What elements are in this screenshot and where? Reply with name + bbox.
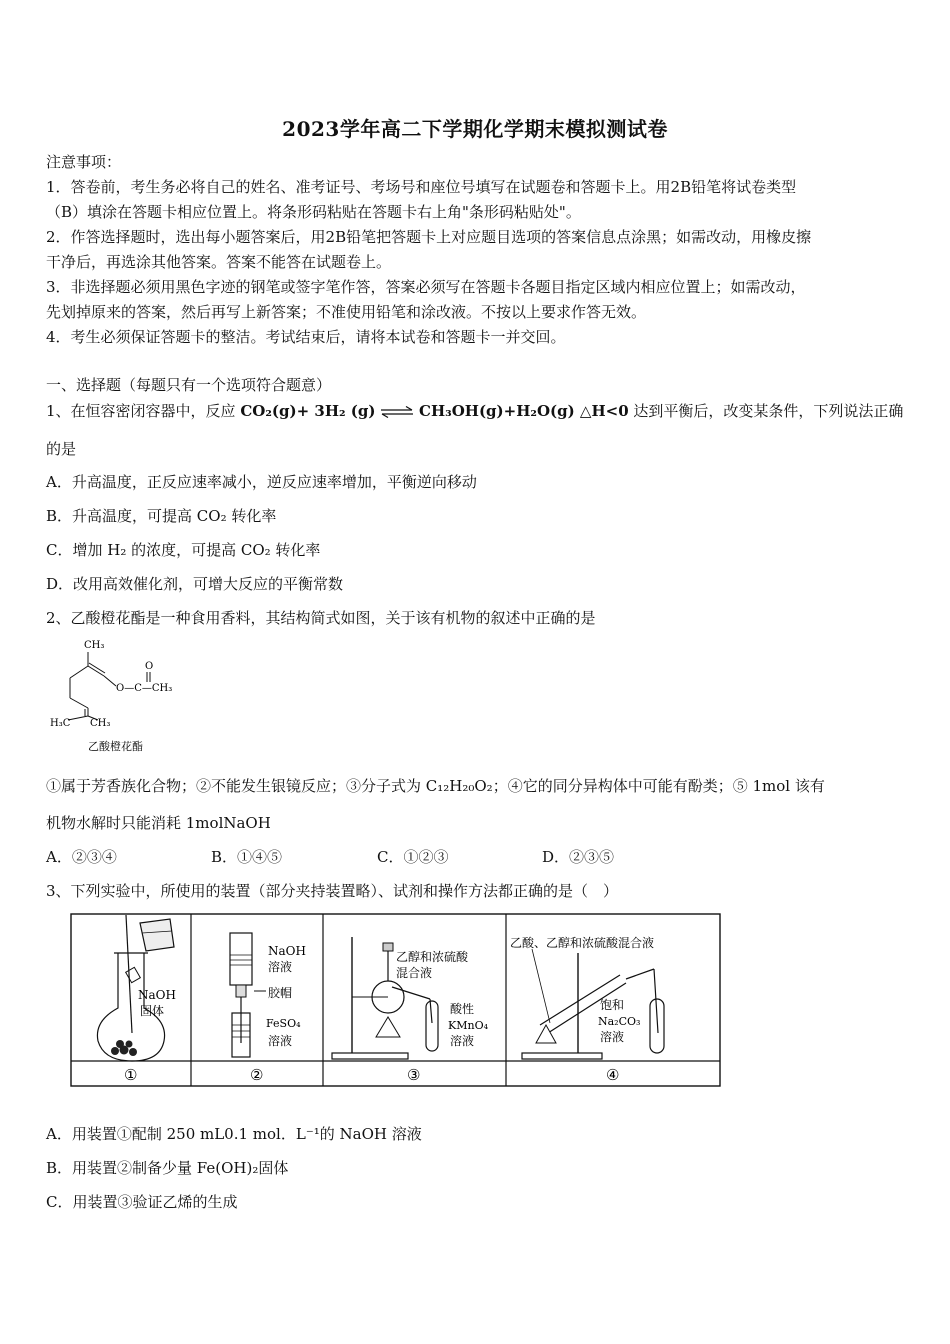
q1-stem-b: 达到平衡后，改变某条件，下列说法正确: [628, 402, 904, 420]
struct-ch3-bottom: CH₃: [90, 718, 111, 729]
q2-stem: 2、乙酸橙花酯是一种食用香料，其结构简式如图，关于该有机物的叙述中正确的是: [46, 609, 596, 627]
fig4-label-2: 饱和: [600, 998, 625, 1012]
notice-item-4: 4．考生必须保证答题卡的整洁。考试结束后，请将本试卷和答题卡一并交回。: [46, 328, 566, 346]
q1-reaction-right: CH₃OH(g)+H₂O(g) △H<0: [419, 402, 629, 420]
struct-caption: 乙酸橙花酯: [88, 740, 143, 753]
cell-3-label: ③: [407, 1066, 421, 1084]
notice-item-3-line-1: 3．非选择题必须用黑色字迹的钢笔或签字笔作答，答案必须写在答题卡各题目指定区域内相应位置上；如需改动，: [46, 278, 806, 296]
cell-4-label: ④: [606, 1066, 620, 1084]
q3-option-c: C．用装置③验证乙烯的生成: [46, 1193, 238, 1211]
q3-option-b: B．用装置②制备少量 Fe(OH)₂固体: [46, 1159, 289, 1177]
q2-option-b: B．①④⑤: [211, 848, 283, 866]
fig2-label-1: NaOH: [268, 944, 306, 958]
notice-item-1-line-1: 1．答卷前，考生务必将自己的姓名、准考证号、考场号和座位号填写在试题卷和答题卡上。用2B铅笔将试卷类型: [46, 178, 797, 196]
apparatus-4: [510, 935, 664, 1059]
struct-o: O: [145, 661, 154, 672]
apparatus-1: [97, 915, 176, 1061]
q1-option-a: A．升高温度，正反应速率减小，逆反应速率增加，平衡逆向移动: [46, 473, 477, 491]
fig2-label-2: 溶液: [268, 960, 293, 974]
notice-heading: 注意事项：: [46, 153, 122, 171]
fig3-label-3: 酸性: [450, 1002, 475, 1016]
notice-item-2-line-1: 2．作答选择题时，选出每小题答案后，用2B铅笔把答题卡上对应题目选项的答案信息点涂黑；如需改动，用橡皮擦: [46, 228, 812, 246]
apparatus-figure: [70, 913, 722, 1088]
q2-statements-line-1: ①属于芳香族化合物；②不能发生银镜反应；③分子式为 C₁₂H₂₀O₂；④它的同分异构体中可能有酚类；⑤ 1mol 该有: [46, 777, 825, 795]
q3-stem: 3、下列实验中，所使用的装置（部分夹持装置略）、试剂和操作方法都正确的是（ ）: [46, 882, 619, 900]
cell-1-label: ①: [124, 1066, 138, 1084]
neryl-acetate-structure: [44, 634, 214, 756]
q2-option-d: D．②③⑤: [542, 848, 615, 866]
q2-option-a: A．②③④: [46, 848, 117, 866]
apparatus-2: [230, 933, 306, 1057]
fig4-label-4: 溶液: [600, 1030, 625, 1044]
fig2-label-5: 溶液: [268, 1034, 293, 1048]
fig3-label-1: 乙醇和浓硫酸: [396, 950, 469, 964]
fig4-label-3: Na₂CO₃: [598, 1015, 641, 1028]
q1-stem-line-2: 的是: [46, 440, 77, 458]
fig2-label-4: FeSO₄: [266, 1017, 301, 1030]
notice-item-3-line-2: 先划掉原来的答案，然后再写上新答案；不准使用铅笔和涂改液。不按以上要求作答无效。: [46, 303, 647, 321]
notice-item-2-line-2: 干净后，再选涂其他答案。答案不能答在试题卷上。: [46, 253, 392, 271]
fig3-label-5: 溶液: [450, 1034, 475, 1048]
fig2-label-3: 胶帽: [268, 986, 293, 1000]
q1-reaction-left: CO₂(g)+ 3H₂ (g): [240, 402, 376, 420]
page-title: 2023学年高二下学期化学期末模拟测试卷: [282, 117, 668, 141]
fig1-label-1: NaOH: [138, 988, 176, 1002]
q1-option-c: C．增加 H₂ 的浓度，可提高 CO₂ 转化率: [46, 541, 321, 559]
equilibrium-arrow-icon: [380, 406, 414, 418]
struct-ch3-top: CH₃: [84, 640, 105, 651]
struct-h3c: H₃C: [50, 718, 71, 729]
q2-statements-line-2: 机物水解时只能消耗 1molNaOH: [46, 814, 271, 832]
fig1-label-2: 固体: [140, 1004, 165, 1018]
cell-2-label: ②: [250, 1066, 264, 1084]
fig3-label-2: 混合液: [396, 966, 433, 980]
q3-option-a: A．用装置①配制 250 mL0.1 mol．L⁻¹的 NaOH 溶液: [46, 1125, 422, 1143]
q1-stem-a: 1、在恒容密闭容器中，反应: [46, 402, 241, 420]
notice-item-1-line-2: （B）填涂在答题卡相应位置上。将条形码粘贴在答题卡右上角"条形码粘贴处"。: [46, 203, 581, 221]
struct-chain: O—C—CH₃: [116, 683, 173, 694]
q1-option-d: D．改用高效催化剂，可增大反应的平衡常数: [46, 575, 344, 593]
fig4-label-1: 乙酸、乙醇和浓硫酸混合液: [510, 936, 655, 950]
fig3-label-4: KMnO₄: [448, 1019, 488, 1032]
q1-stem: [46, 401, 903, 421]
apparatus-3: [332, 937, 489, 1059]
q2-option-c: C．①②③: [377, 848, 449, 866]
section-heading: 一、选择题（每题只有一个选项符合题意）: [46, 376, 332, 394]
q1-option-b: B．升高温度，可提高 CO₂ 转化率: [46, 507, 277, 525]
